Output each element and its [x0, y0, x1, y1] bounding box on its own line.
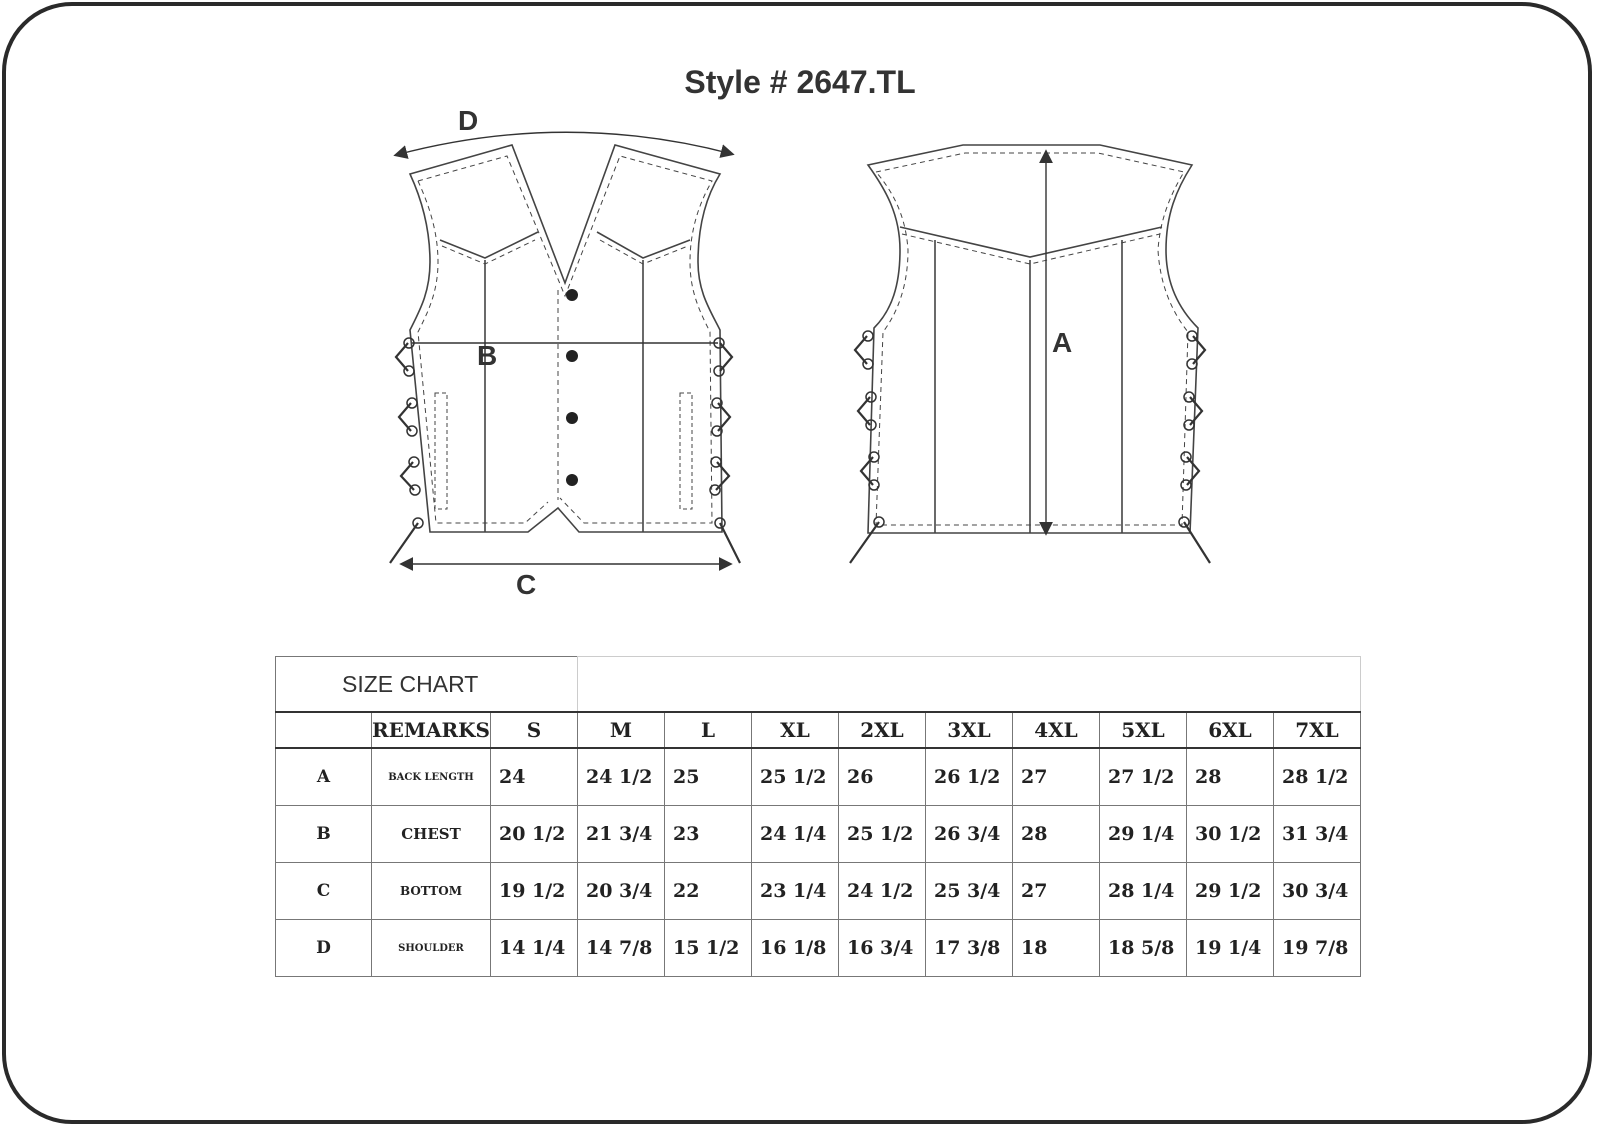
- cell-value: 25 1/2: [838, 806, 925, 863]
- cell-value: 22: [664, 863, 751, 920]
- cell-value: 24 1/2: [838, 863, 925, 920]
- cell-value: 27: [1012, 863, 1099, 920]
- corner-cell: [276, 712, 372, 748]
- cell-value: 28 1/4: [1099, 863, 1186, 920]
- size-header: 7XL: [1273, 712, 1360, 748]
- label-b: B: [477, 340, 498, 371]
- size-chart-heading: SIZE CHART: [276, 657, 578, 713]
- cell-value: 25 1/2: [751, 748, 838, 806]
- style-title: Style # 2647.TL: [684, 64, 916, 100]
- front-measurements: [396, 132, 732, 564]
- size-chart-table: [275, 656, 1361, 977]
- cell-value: 26 3/4: [925, 806, 1012, 863]
- cell-value: 15 1/2: [664, 920, 751, 977]
- cell-value: 17 3/8: [925, 920, 1012, 977]
- cell-value: 29 1/4: [1099, 806, 1186, 863]
- row-remark: BACK LENGTH: [372, 748, 491, 806]
- row-letter: D: [276, 920, 372, 977]
- size-header: S: [490, 712, 577, 748]
- cell-value: 30 1/2: [1186, 806, 1273, 863]
- cell-value: 18 5/8: [1099, 920, 1186, 977]
- cell-value: 19 1/4: [1186, 920, 1273, 977]
- label-d: D: [458, 105, 479, 136]
- size-header: 3XL: [925, 712, 1012, 748]
- header-blank: [577, 657, 1360, 713]
- size-header: 4XL: [1012, 712, 1099, 748]
- cell-value: 24 1/2: [577, 748, 664, 806]
- row-letter: B: [276, 806, 372, 863]
- cell-value: 27: [1012, 748, 1099, 806]
- cell-value: 28: [1186, 748, 1273, 806]
- cell-value: 26 1/2: [925, 748, 1012, 806]
- cell-value: 23: [664, 806, 751, 863]
- row-remark: BOTTOM: [372, 863, 491, 920]
- label-c: C: [516, 569, 537, 600]
- cell-value: 29 1/2: [1186, 863, 1273, 920]
- size-header: 5XL: [1099, 712, 1186, 748]
- cell-value: 14 1/4: [490, 920, 577, 977]
- cell-value: 24: [490, 748, 577, 806]
- row-letter: C: [276, 863, 372, 920]
- cell-value: 16 3/4: [838, 920, 925, 977]
- table-row: [276, 863, 1361, 920]
- remarks-header: REMARKS: [372, 712, 491, 748]
- front-buttons: [566, 289, 578, 486]
- cell-value: 19 1/2: [490, 863, 577, 920]
- cell-value: 24 1/4: [751, 806, 838, 863]
- size-header: XL: [751, 712, 838, 748]
- cell-value: 18: [1012, 920, 1099, 977]
- row-remark: SHOULDER: [372, 920, 491, 977]
- front-vest: [410, 145, 722, 532]
- cell-value: 28 1/2: [1273, 748, 1360, 806]
- size-header: M: [577, 712, 664, 748]
- cell-value: 25: [664, 748, 751, 806]
- size-header: L: [664, 712, 751, 748]
- cell-value: 20 3/4: [577, 863, 664, 920]
- table-row: [276, 748, 1361, 806]
- cell-value: 19 7/8: [1273, 920, 1360, 977]
- cell-value: 26: [838, 748, 925, 806]
- cell-value: 30 3/4: [1273, 863, 1360, 920]
- back-vest: [868, 145, 1198, 533]
- cell-value: 21 3/4: [577, 806, 664, 863]
- cell-value: 27 1/2: [1099, 748, 1186, 806]
- cell-value: 25 3/4: [925, 863, 1012, 920]
- table-row: [276, 806, 1361, 863]
- cell-value: 28: [1012, 806, 1099, 863]
- table-row: [276, 920, 1361, 977]
- label-a: A: [1052, 327, 1073, 358]
- size-header-row: [276, 712, 1361, 748]
- size-header: 2XL: [838, 712, 925, 748]
- cell-value: 31 3/4: [1273, 806, 1360, 863]
- cell-value: 14 7/8: [577, 920, 664, 977]
- front-lacing: [390, 338, 740, 563]
- size-header: 6XL: [1186, 712, 1273, 748]
- cell-value: 16 1/8: [751, 920, 838, 977]
- row-letter: A: [276, 748, 372, 806]
- row-remark: CHEST: [372, 806, 491, 863]
- cell-value: 20 1/2: [490, 806, 577, 863]
- cell-value: 23 1/4: [751, 863, 838, 920]
